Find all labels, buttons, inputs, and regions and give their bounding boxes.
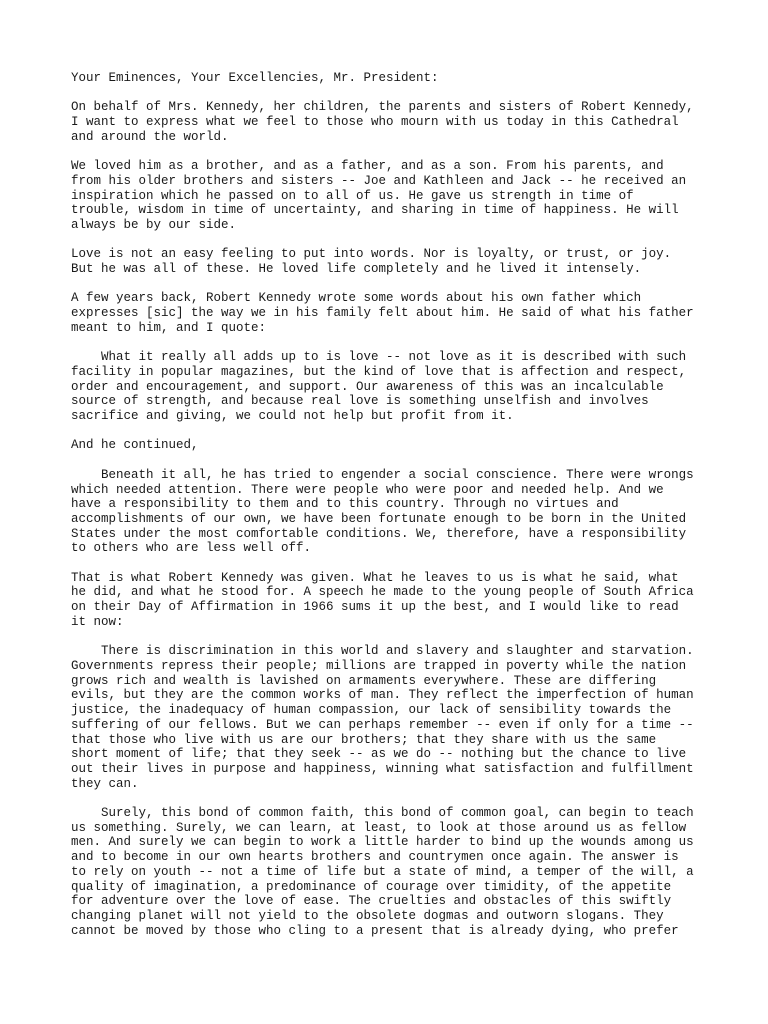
- paragraph: [71, 468, 731, 556]
- text-line: facility in popular magazines, but the kind of love that is affection and respect,: [71, 364, 687, 379]
- text-line: it now:: [71, 614, 124, 629]
- text-line: trouble, wisdom in time of uncertainty, and sharing in time of happiness. He will: [71, 203, 679, 218]
- text-line: source of strength, and because real love is something unselfish and involves: [71, 394, 649, 409]
- text-line: evils, but they are the common works of man. They reflect the imperfection of human: [71, 688, 694, 703]
- text-line: grows rich and wealth is lavished on armaments everywhere. These are differing: [71, 673, 657, 688]
- text-line: sacrifice and giving, we could not help but profit from it.: [71, 409, 514, 424]
- paragraph: [71, 71, 731, 86]
- text-line: for adventure over the love of ease. The cruelties and obstacles of this swiftly: [71, 894, 672, 909]
- text-line: accomplishments of our own, we have been fortunate enough to be born in the United: [71, 511, 687, 526]
- text-line: justice, the inadequacy of human compassion, our lack of sensibility towards the: [71, 703, 672, 718]
- text-line: A few years back, Robert Kennedy wrote some words about his own father which: [71, 291, 642, 306]
- paragraph: [71, 159, 731, 233]
- text-line: on their Day of Affirmation in 1966 sums it up the best, and I would like to read: [71, 600, 679, 615]
- text-line: they can.: [71, 776, 139, 791]
- text-line: Beneath it all, he has tried to engender a social conscience. There were wrongs: [71, 467, 694, 482]
- text-line: changing planet will not yield to the obsolete dogmas and outworn slogans. They: [71, 908, 664, 923]
- text-line: suffering of our fellows. But we can perhaps remember -- even if only for a time --: [71, 717, 694, 732]
- paragraph: [71, 247, 731, 276]
- paragraph: [71, 100, 731, 144]
- text-line: meant to him, and I quote:: [71, 320, 267, 335]
- text-line: always be by our side.: [71, 218, 237, 232]
- paragraph: [71, 291, 731, 335]
- text-line: that those who live with us are our brothers; that they share with us the same: [71, 732, 657, 747]
- text-line: us something. Surely, we can learn, at least, to look at those around us as fellow: [71, 820, 687, 835]
- text-line: order and encouragement, and support. Our awareness of this was an incalculable: [71, 379, 664, 394]
- text-line: That is what Robert Kennedy was given. What he leaves to us is what he said, what: [71, 570, 679, 585]
- text-line: which needed attention. There were people who were poor and needed help. And we: [71, 482, 664, 497]
- text-line: inspiration which he passed on to all of us. He gave us strength in time of: [71, 188, 634, 203]
- text-line: I want to express what we feel to those who mourn with us today in this Cathedral: [71, 115, 679, 130]
- text-line: And he continued,: [71, 438, 199, 453]
- text-line: Governments repress their people; millions are trapped in poverty while the nation: [71, 658, 687, 673]
- text-line: short moment of life; that they seek -- as we do -- nothing but the chance to live: [71, 747, 687, 762]
- text-line: States under the most comfortable conditions. We, therefore, have a responsibility: [71, 526, 687, 541]
- text-line: expresses [sic] the way we in his family felt about him. He said of what his father: [71, 306, 694, 321]
- paragraph: [71, 438, 731, 453]
- paragraph: [71, 644, 731, 791]
- text-line: and around the world.: [71, 129, 229, 144]
- text-line: But he was all of these. He loved life completely and he lived it intensely.: [71, 262, 642, 277]
- text-line: he did, and what he stood for. A speech he made to the young people of South Africa: [71, 585, 694, 600]
- text-line: to others who are less well off.: [71, 541, 312, 556]
- text-line: have a responsibility to them and to this country. Through no virtues and: [71, 497, 619, 512]
- text-line: out their lives in purpose and happiness, winning what satisfaction and fulfillment: [71, 761, 694, 776]
- paragraph: [71, 806, 731, 938]
- paragraph: [71, 571, 731, 630]
- text-line: We loved him as a brother, and as a father, and as a son. From his parents, and: [71, 159, 664, 174]
- text-line: from his older brothers and sisters -- Joe and Kathleen and Jack -- he received an: [71, 173, 687, 188]
- text-line: cannot be moved by those who cling to a present that is already dying, who prefer: [71, 923, 679, 938]
- text-line: to rely on youth -- not a time of life but a state of mind, a temper of the will, a: [71, 864, 694, 879]
- text-line: There is discrimination in this world and slavery and slaughter and starvation.: [71, 644, 694, 659]
- text-line: quality of imagination, a predominance of courage over timidity, of the appetite: [71, 879, 672, 894]
- text-line: Surely, this bond of common faith, this bond of common goal, can begin to teach: [71, 806, 694, 820]
- text-line: men. And surely we can begin to work a little harder to bind up the wounds among us: [71, 835, 694, 850]
- text-line: What it really all adds up to is love -- not love as it is described with such: [71, 350, 687, 365]
- text-line: Love is not an easy feeling to put into words. Nor is loyalty, or trust, or joy.: [71, 247, 672, 262]
- document-page: [71, 71, 731, 953]
- text-line: and to become in our own hearts brothers and countrymen once again. The answer is: [71, 850, 679, 865]
- text-line: Your Eminences, Your Excellencies, Mr. President:: [71, 71, 439, 85]
- paragraph: [71, 350, 731, 424]
- text-line: On behalf of Mrs. Kennedy, her children, the parents and sisters of Robert Kennedy,: [71, 100, 694, 115]
